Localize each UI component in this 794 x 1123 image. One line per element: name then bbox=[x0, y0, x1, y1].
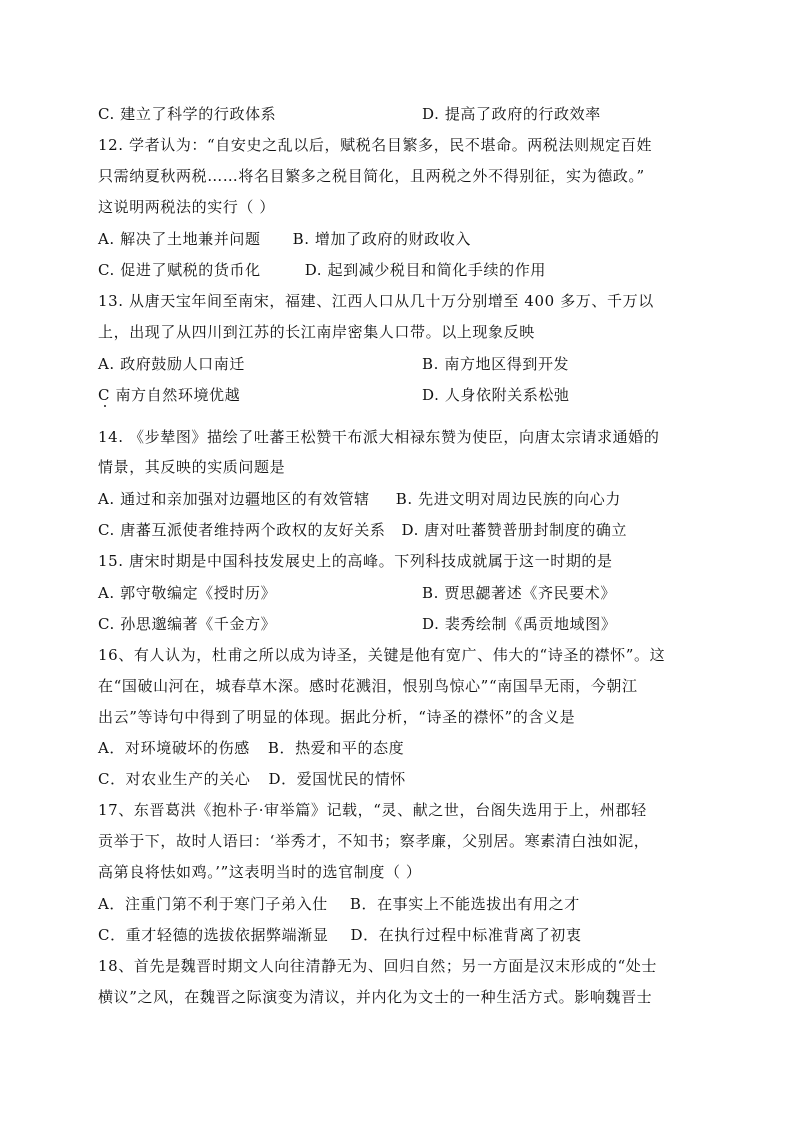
q16-stem-line-3: 出云”等诗句中得到了明显的体现。据此分析，“诗圣的襟怀”的含义是 bbox=[98, 708, 576, 726]
q16-stem-line-1: 16、有人认为，杜甫之所以成为诗圣，关键是他有宽广、伟大的“诗圣的襟怀”。这 bbox=[98, 646, 666, 664]
q15-option-b: B. 贾思勰著述《齐民要术》 bbox=[422, 584, 616, 602]
q14-stem-line-2: 情景，其反映的实质问题是 bbox=[98, 458, 286, 476]
q13-option-b: B. 南方地区得到开发 bbox=[422, 355, 570, 373]
q13-option-c: C 南方自然环境优越 bbox=[98, 386, 241, 404]
q16-option-row-2 bbox=[98, 769, 406, 789]
q17-option-b: B．在事实上不能选拔出有用之才 bbox=[349, 895, 580, 913]
q16-option-c: C．对农业生产的关心 bbox=[98, 770, 251, 788]
q17-stem-line-2: 贡举于下，故时人语曰：‘举秀才，不知书；察孝廉，父别居。寒素清白浊如泥， bbox=[98, 832, 650, 850]
q14-stem-line-1: 14. 《步辇图》描绘了吐蕃王松赞干布派大相禄东赞为使臣，向唐太宗请求通婚的 bbox=[98, 428, 660, 446]
q14-option-row-1 bbox=[98, 489, 621, 509]
q15-option-c: C. 孙思邈编著《千金方》 bbox=[98, 615, 277, 633]
q12-option-row-1 bbox=[98, 229, 471, 249]
q14-option-b: B. 先进文明对周边民族的向心力 bbox=[395, 490, 621, 508]
q12-option-d: D. 起到减少税目和简化手续的作用 bbox=[304, 261, 546, 279]
q12-option-row-2 bbox=[98, 260, 546, 280]
q14-option-c: C. 唐蕃互派使者维持两个政权的友好关系 bbox=[98, 521, 386, 539]
q16-option-a: A．对环境破坏的伤感 bbox=[98, 739, 250, 757]
q17-option-row-2 bbox=[98, 925, 582, 945]
q12-stem-line-3: 这说明两税法的实行（ ） bbox=[98, 198, 275, 216]
q12-option-a: A. 解决了土地兼并问题 bbox=[98, 230, 261, 248]
q14-option-a: A. 通过和亲加强对边疆地区的有效管辖 bbox=[98, 490, 370, 508]
q15-stem: 15. 唐宋时期是中国科技发展史上的高峰。下列科技成就属于这一时期的是 bbox=[98, 552, 613, 570]
q18-stem-line-1: 18、首先是魏晋时期文人向往清静无为、回归自然；另一方面是汉末形成的“处士 bbox=[98, 957, 657, 975]
q14-option-row-2 bbox=[98, 520, 627, 540]
q14-option-d: D. 唐对吐蕃赞普册封制度的确立 bbox=[401, 521, 628, 539]
q16-option-b: B．热爱和平的态度 bbox=[267, 739, 405, 757]
q15-option-a: A. 郭守敬编定《授时历》 bbox=[98, 584, 277, 602]
q11-option-c: C. 建立了科学的行政体系 bbox=[98, 105, 277, 123]
q17-option-row-1 bbox=[98, 894, 580, 914]
q18-stem-line-2: 横议”之风，在魏晋之际演变为清议，并内化为文士的一种生活方式。影响魏晋士 bbox=[98, 988, 653, 1006]
q13-option-d: D. 人身依附关系松弛 bbox=[422, 386, 570, 404]
q12-stem-line-1: 12. 学者认为：“自安史之乱以后，赋税名目繁多，民不堪命。两税法则规定百姓 bbox=[98, 136, 653, 154]
q12-option-b: B. 增加了政府的财政收入 bbox=[292, 230, 471, 248]
q17-stem-line-1: 17、东晋葛洪《抱朴子·审举篇》记载，“灵、献之世，台阁失选用于上，州郡轻 bbox=[98, 801, 647, 819]
q13-stem-line-1: 13. 从唐天宝年间至南宋，福建、江西人口从几十万分别增至 400 多万、千万以 bbox=[98, 292, 654, 310]
q12-stem-line-2: 只需纳夏秋两税……将名目繁多之税目简化，且两税之外不得别征，实为德政。” bbox=[98, 167, 645, 185]
q17-option-c: C．重才轻德的选拔依据弊端渐显 bbox=[98, 926, 329, 944]
q16-stem-line-2: 在“国破山河在，城春草木深。感时花溅泪，恨别鸟惊心”“南国旱无雨，今朝江 bbox=[98, 677, 638, 695]
q16-option-row-1 bbox=[98, 738, 404, 758]
q13-option-a: A. 政府鼓励人口南迁 bbox=[98, 355, 245, 373]
q16-option-d: D．爱国忧民的情怀 bbox=[268, 770, 406, 788]
q12-option-c: C. 促进了赋税的货币化 bbox=[98, 261, 261, 279]
q17-stem-line-3: 高第良将怯如鸡。’”这表明当时的选官制度（ ） bbox=[98, 863, 422, 881]
scan-speck bbox=[104, 405, 106, 407]
q17-option-d: D．在执行过程中标准背离了初衷 bbox=[350, 926, 582, 944]
q13-stem-line-2: 上，出现了从四川到江苏的长江南岸密集人口带。以上现象反映 bbox=[98, 323, 535, 341]
q11-option-d: D. 提高了政府的行政效率 bbox=[422, 105, 601, 123]
q17-option-a: A．注重门第不利于寒门子弟入仕 bbox=[98, 895, 328, 913]
q15-option-d: D. 裴秀绘制《禹贡地域图》 bbox=[422, 615, 617, 633]
